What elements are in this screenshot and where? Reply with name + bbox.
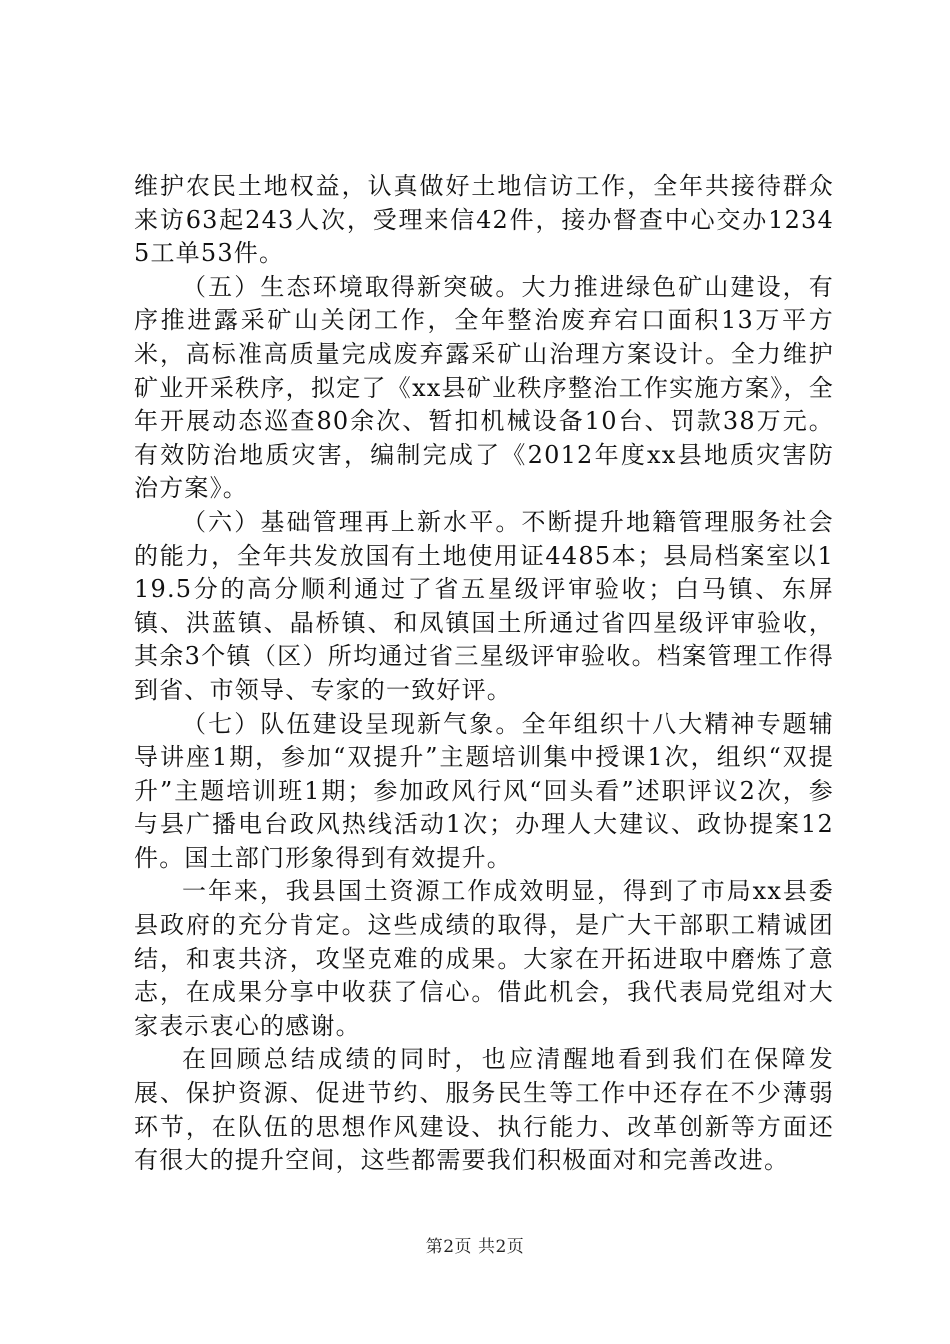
paragraph-shortcomings: 在回顾总结成绩的同时，也应清醒地看到我们在保障发展、保护资源、促进节约、服务民生等工作中还存在不少薄弱环节，在队伍的思想作风建设、执行能力、改革创新等方面还有很大的提升空间，这些都需要我们积极面对和完善改进。 xyxy=(134,1045,834,1175)
paragraph-team-building: （七）队伍建设呈现新气象。全年组织十八大精神专题辅导讲座1期，参加“双提升”主题培训集中授课1次，组织“双提升”主题培训班1期；参加政风行风“回头看”述职评议2次，参与县广播电台政风热线活动1次；办理人大建议、政协提案12件。国土部门形象得到有效提升。 xyxy=(134,709,834,872)
paragraph-basic-management: （六）基础管理再上新水平。不断提升地籍管理服务社会的能力，全年共发放国有土地使用证4485本；县局档案室以119.5分的高分顺利通过了省五星级评审验收；白马镇、东屏镇、洪蓝镇、晶桥镇、和凤镇国土所通过省四星级评审验收，其余3个镇（区）所均通过省三星级评审验收。档案管理工作得到省、市领导、专家的一致好评。 xyxy=(134,507,834,704)
page-number: 第2页 共2页 xyxy=(425,1237,525,1257)
document-body xyxy=(134,170,834,1178)
paragraph-letters-visits: 维护农民土地权益，认真做好土地信访工作，全年共接待群众来访63起243人次，受理来信42件，接办督查中心交办12345工单53件。 xyxy=(134,172,834,268)
paragraph-annual-summary: 一年来，我县国土资源工作成效明显，得到了市局xx县委县政府的充分肯定。这些成绩的取得，是广大干部职工精诚团结，和衷共济，攻坚克难的成果。大家在开拓进取中磨炼了意志，在成果分享中收获了信心。借此机会，我代表局党组对大家表示衷心的感谢。 xyxy=(134,877,834,1040)
paragraph-ecological-environment: （五）生态环境取得新突破。大力推进绿色矿山建设，有序推进露采矿山关闭工作，全年整治废弃宕口面积13万平方米，高标准高质量完成废弃露采矿山治理方案设计。全力维护矿业开采秩序，拟定了《xx县矿业秩序整治工作实施方案》，全年开展动态巡查80余次、暂扣机械设备10台、罚款38万元。有效防治地质灾害，编制完成了《2012年度xx县地质灾害防治方案》。 xyxy=(134,272,834,503)
page-footer xyxy=(0,1232,950,1257)
